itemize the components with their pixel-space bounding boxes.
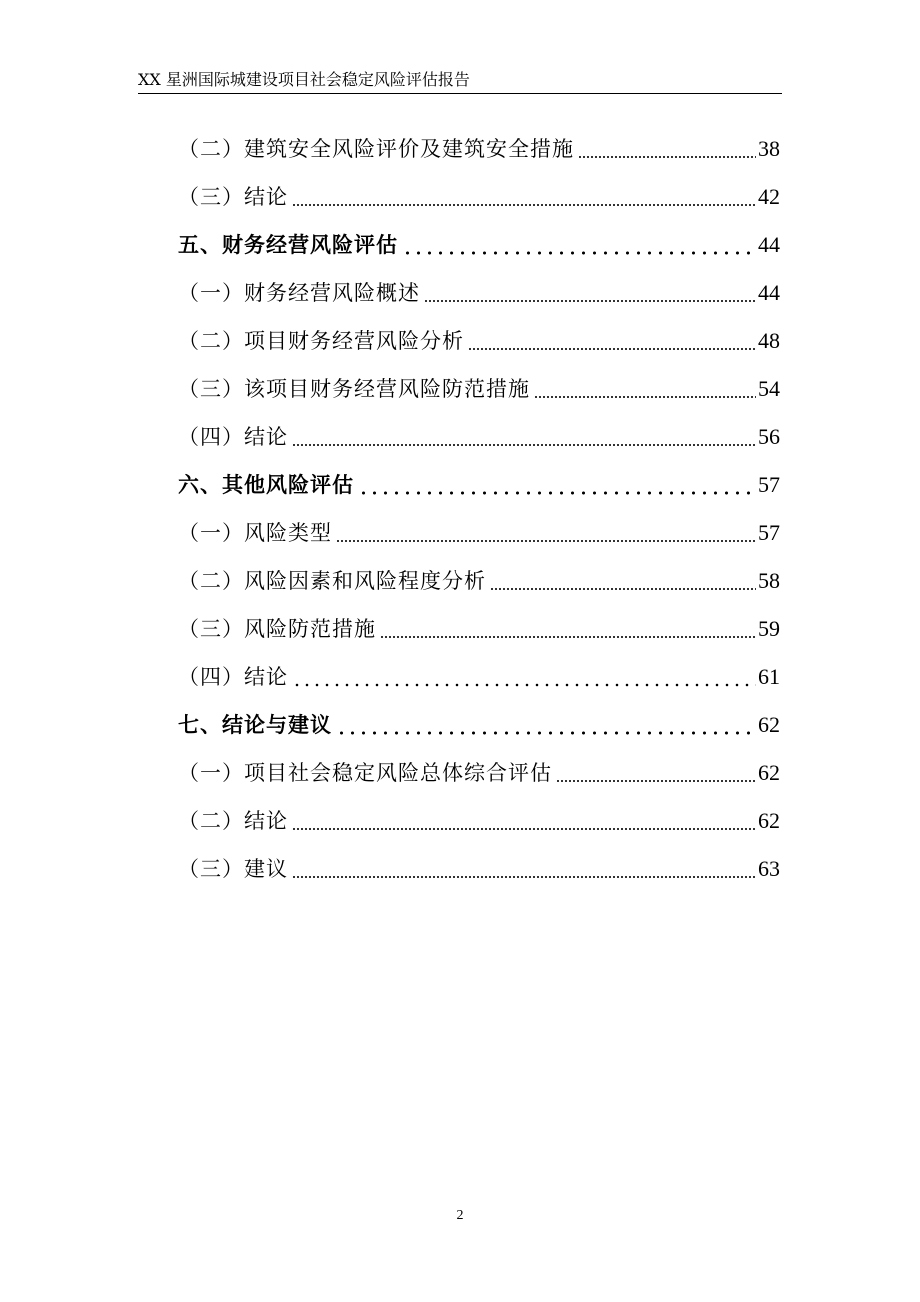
toc-entry-page: 63: [758, 856, 780, 881]
toc-leader-dots: [468, 346, 756, 352]
toc-entry-label: （三）结论: [178, 185, 288, 209]
toc-leader-dots: [336, 538, 756, 544]
toc-entry[interactable]: [178, 600, 780, 648]
toc-entry-page: 57: [758, 520, 780, 545]
toc-leader-dots: [358, 490, 756, 496]
toc-entry-label: （二）项目财务经营风险分析: [178, 329, 464, 353]
toc-entry-label: （三）风险防范措施: [178, 617, 376, 641]
toc-leader-dots: [556, 778, 756, 784]
toc-entry[interactable]: [178, 648, 780, 696]
toc-entry-page: 44: [758, 232, 780, 257]
toc-entry[interactable]: [178, 120, 780, 168]
toc-leader-dots: [292, 874, 756, 880]
toc-leader-dots: [402, 250, 756, 256]
toc-entry-label: （四）结论: [178, 665, 288, 689]
toc-section-label: 六、其他风险评估: [178, 472, 354, 497]
page-number: 2: [456, 1208, 464, 1223]
toc-section-entry[interactable]: [178, 216, 780, 264]
running-header: XX 星洲国际城建设项目社会稳定风险评估报告: [138, 70, 470, 89]
toc-entry-label: （四）结论: [178, 425, 288, 449]
toc-entry[interactable]: [178, 408, 780, 456]
toc-entry-page: 58: [758, 568, 780, 593]
toc-entry-page: 62: [758, 808, 780, 833]
toc-entry[interactable]: [178, 744, 780, 792]
toc-entry-page: 48: [758, 328, 780, 353]
toc-entry-label: （二）结论: [178, 809, 288, 833]
toc-entry-page: 54: [758, 376, 780, 401]
header-rule: [138, 93, 782, 94]
toc-leader-dots: [292, 682, 756, 688]
toc-section-label: 五、财务经营风险评估: [178, 232, 398, 257]
toc-entry-page: 42: [758, 184, 780, 209]
toc-section-label: 七、结论与建议: [178, 712, 332, 737]
table-of-contents: [178, 120, 780, 888]
toc-entry-page: 38: [758, 136, 780, 161]
toc-entry-page: 44: [758, 280, 780, 305]
toc-entry-label: （二）风险因素和风险程度分析: [178, 569, 486, 593]
toc-entry-label: （三）该项目财务经营风险防范措施: [178, 377, 530, 401]
toc-entry[interactable]: [178, 504, 780, 552]
toc-entry-label: （二）建筑安全风险评价及建筑安全措施: [178, 137, 574, 161]
toc-entry-page: 62: [758, 760, 780, 785]
toc-leader-dots: [336, 730, 756, 736]
toc-entry-label: （三）建议: [178, 857, 288, 881]
toc-entry[interactable]: [178, 840, 780, 888]
toc-leader-dots: [292, 826, 756, 832]
toc-entry-label: （一）财务经营风险概述: [178, 281, 420, 305]
toc-entry[interactable]: [178, 312, 780, 360]
toc-entry[interactable]: [178, 792, 780, 840]
toc-entry-page: 61: [758, 664, 780, 689]
toc-leader-dots: [534, 394, 756, 400]
toc-entry-page: 57: [758, 472, 780, 497]
toc-entry-page: 62: [758, 712, 780, 737]
toc-leader-dots: [380, 634, 756, 640]
toc-leader-dots: [424, 298, 756, 304]
toc-entry[interactable]: [178, 168, 780, 216]
toc-entry[interactable]: [178, 552, 780, 600]
toc-section-entry[interactable]: [178, 696, 780, 744]
toc-entry[interactable]: [178, 264, 780, 312]
toc-entry-page: 56: [758, 424, 780, 449]
toc-leader-dots: [578, 154, 756, 160]
toc-leader-dots: [292, 202, 756, 208]
toc-entry-label: （一）风险类型: [178, 521, 332, 545]
toc-leader-dots: [292, 442, 756, 448]
toc-entry-label: （一）项目社会稳定风险总体综合评估: [178, 761, 552, 785]
toc-leader-dots: [490, 586, 756, 592]
toc-entry[interactable]: [178, 360, 780, 408]
toc-section-entry[interactable]: [178, 456, 780, 504]
toc-entry-page: 59: [758, 616, 780, 641]
